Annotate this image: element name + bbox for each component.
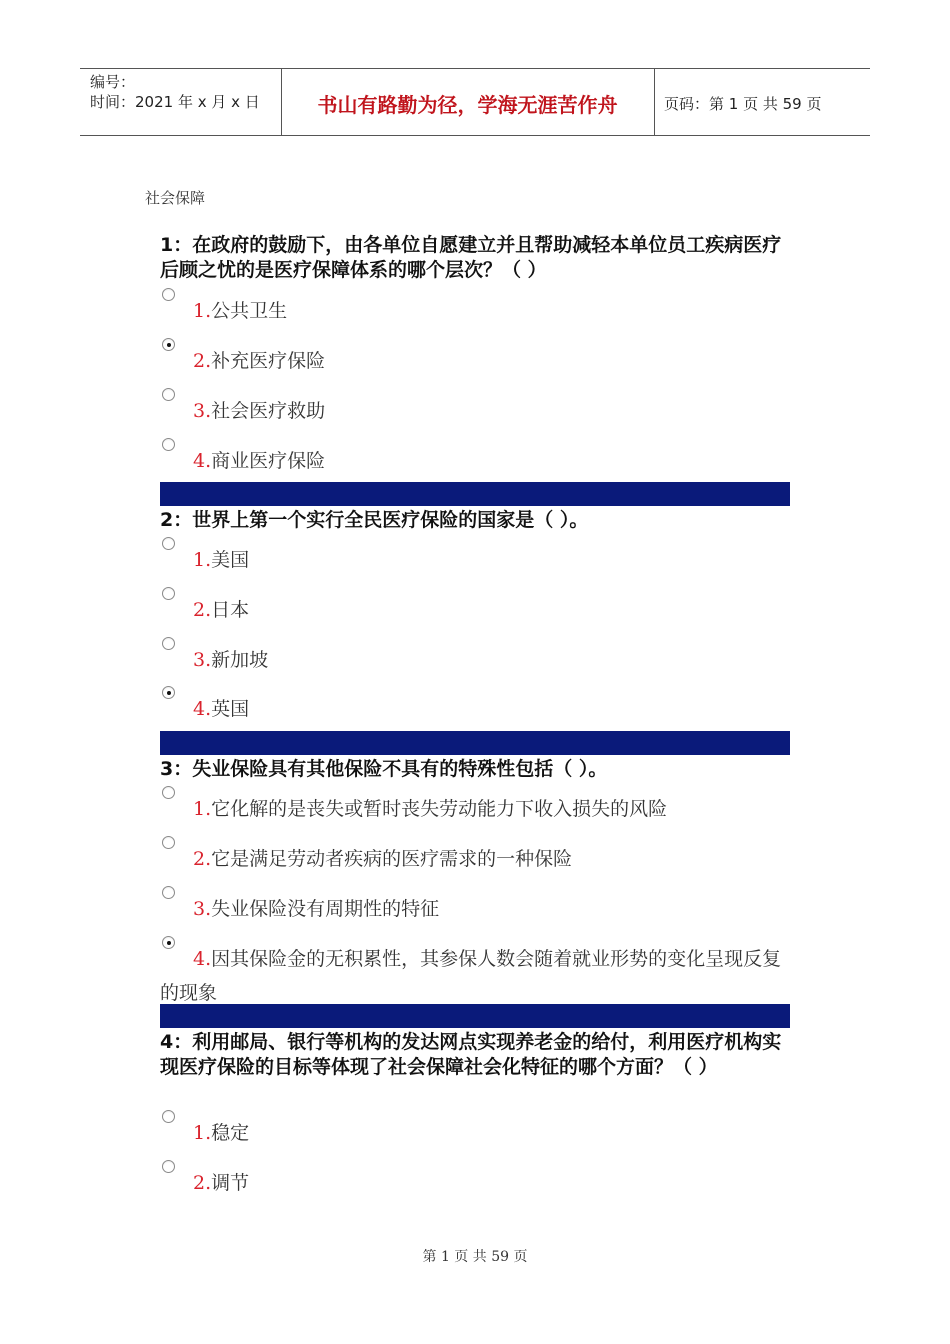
question-title: 2：世界上第一个实行全民医疗保险的国家是（ ）。 <box>160 509 589 531</box>
radio-button[interactable] <box>162 537 175 550</box>
radio-button[interactable] <box>162 1110 175 1123</box>
radio-button[interactable] <box>162 587 175 600</box>
option-number: 1. <box>193 300 212 322</box>
option-label: 公共卫生 <box>211 300 288 322</box>
option-label: 商业医疗保险 <box>211 450 326 472</box>
header-page-cell <box>654 69 870 135</box>
option-label: 英国 <box>211 698 250 720</box>
question-title: 4：利用邮局、银行等机构的发达网点实现养老金的给付，利用医疗机构实现医疗保险的目标等体现了社会保障社会化特征的哪个方面？（ ） <box>160 1031 782 1078</box>
question-title: 1：在政府的鼓励下，由各单位自愿建立并且帮助减轻本单位员工疾病医疗后顾之忧的是医疗保障体系的哪个层次？（ ） <box>160 234 782 281</box>
page-label: 页码：第 1 页 共 59 页 <box>664 95 822 113</box>
option-label: 因其保险金的无积累性，其参保人数会随着就业形势的变化呈现反复的现象 <box>160 948 782 1004</box>
option-label: 新加坡 <box>211 649 269 671</box>
question-divider-bar <box>160 731 790 755</box>
radio-button[interactable] <box>162 886 175 899</box>
option-number: 1. <box>193 1122 212 1144</box>
option-number: 2. <box>193 350 212 372</box>
option-label: 它化解的是丧失或暂时丧失劳动能力下收入损失的风险 <box>211 798 668 820</box>
option-number: 2. <box>193 599 212 621</box>
option-number: 1. <box>193 549 212 571</box>
option-number: 4. <box>193 698 212 720</box>
option-label: 调节 <box>211 1172 250 1194</box>
option-number: 3. <box>193 400 212 422</box>
option-number: 2. <box>193 1172 212 1194</box>
question-divider-bar <box>160 1004 790 1028</box>
motto: 书山有路勤为径，学海无涯苦作舟 <box>317 93 618 117</box>
radio-button[interactable] <box>162 637 175 650</box>
option-label: 失业保险没有周期性的特征 <box>211 898 440 920</box>
question-title: 3：失业保险具有其他保险不具有的特殊性包括（ ）。 <box>160 758 608 780</box>
option-number: 1. <box>193 798 212 820</box>
option-number: 3. <box>193 649 212 671</box>
radio-button-selected[interactable] <box>162 686 175 699</box>
radio-button[interactable] <box>162 1160 175 1173</box>
option-number: 4. <box>193 450 212 472</box>
option-number: 4. <box>193 948 212 970</box>
option-number: 2. <box>193 848 212 870</box>
radio-button[interactable] <box>162 288 175 301</box>
option-label: 它是满足劳动者疾病的医疗需求的一种保险 <box>211 848 573 870</box>
option-label: 稳定 <box>211 1122 250 1144</box>
radio-button-selected[interactable] <box>162 338 175 351</box>
header-meta-cell <box>80 69 282 135</box>
radio-button[interactable] <box>162 836 175 849</box>
option-label: 社会医疗救助 <box>211 400 326 422</box>
document-header <box>80 68 870 136</box>
time-label: 时间：2021 年 x 月 x 日 <box>90 93 260 111</box>
header-motto-cell <box>281 69 655 135</box>
radio-button[interactable] <box>162 786 175 799</box>
option-label: 美国 <box>211 549 250 571</box>
option-label: 日本 <box>211 599 250 621</box>
radio-button[interactable] <box>162 438 175 451</box>
option-label: 补充医疗保险 <box>211 350 326 372</box>
radio-button[interactable] <box>162 388 175 401</box>
page-footer: 第 1 页 共 59 页 <box>422 1249 528 1265</box>
section-title: 社会保障 <box>145 189 206 207</box>
question-divider-bar <box>160 482 790 506</box>
option-number: 3. <box>193 898 212 920</box>
number-label: 编号： <box>90 73 136 91</box>
